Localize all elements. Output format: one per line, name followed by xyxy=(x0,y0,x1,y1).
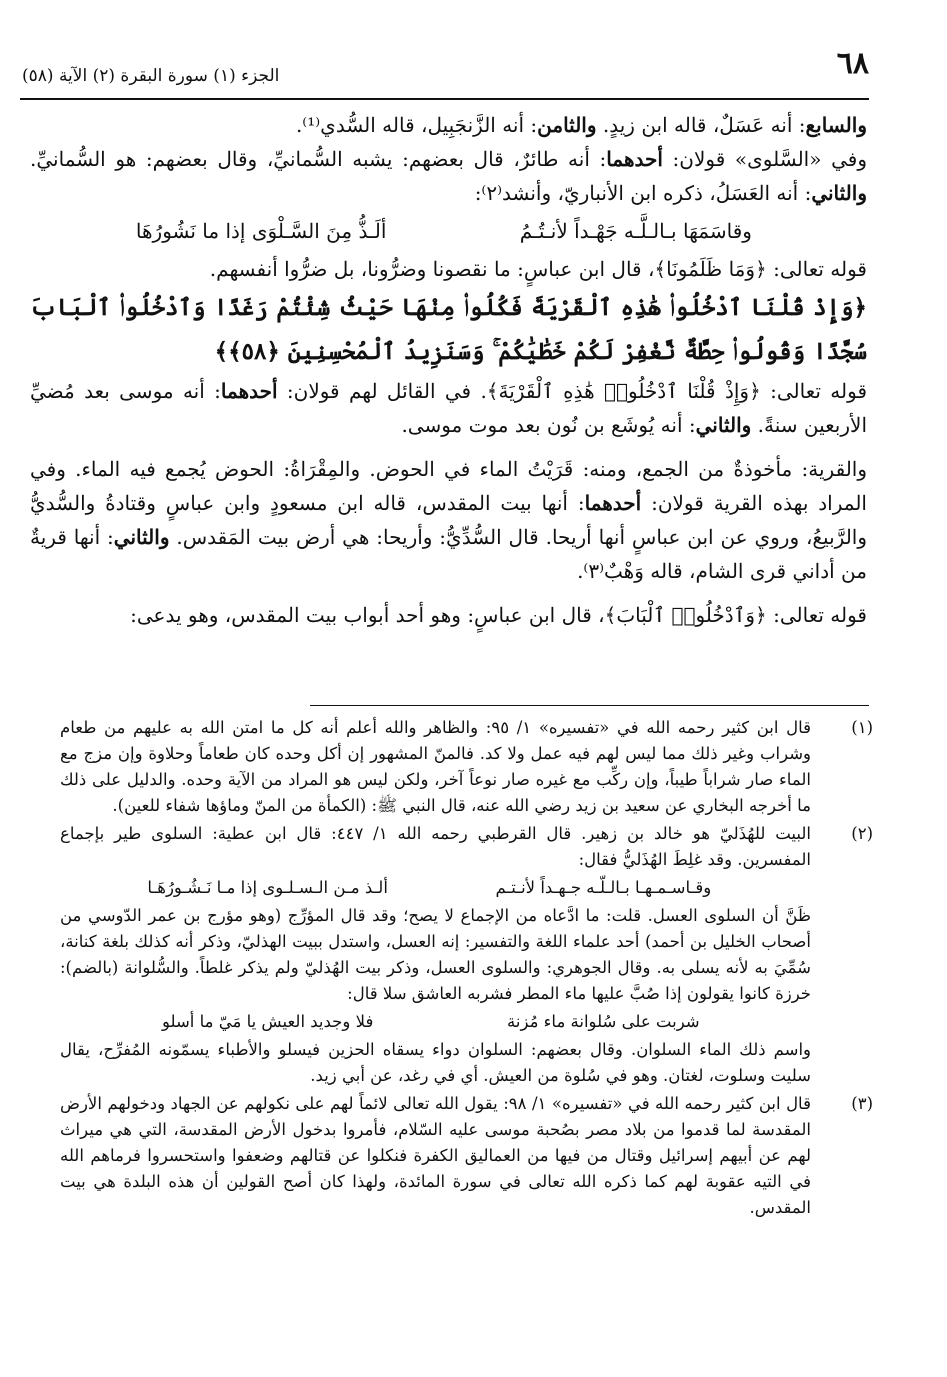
paragraph-text: : أنه عَسَلٌ، قاله ابن زيدٍ. xyxy=(602,113,806,137)
verse-hemistich: فلا وجديد العيش يا مَيّ ما أسلو xyxy=(161,1012,374,1031)
quran-verse: ﴿وَإِذْ قُلْنَا ٱدْخُلُوا۟ هَٰذِهِ ٱلْقَرْيَةَ فَكُلُوا۟ مِنْهَا حَيْثُ شِئْتُمْ رَغَدًا وَٱدْخُلُوا۟ ٱلْبَابَ سُجَّدًا وَقُولُوا۟ حِطَّةٌ نَّغْفِرْ لَكُمْ خَطَٰيَٰكُمْ ۚ وَسَنَزِيدُ ٱلْمُحْسِنِينَ ﴿٥٨﴾﴾ xyxy=(30,294,867,365)
paragraph xyxy=(30,374,867,442)
footnote-text: ظَنَّ أن السلوى العسل. قلت: ما ادَّعاه من الإجماع لا يصح؛ وقد قال المؤرِّج (وهو مؤرج بن عمر الدّوسي من أصحاب الخليل بن أحمد) أحد علماء اللغة والتفسير: إنه العسل، واستدل ببيت الهذليّ، وذكر أنه كذلك بلغة كنانة، سُمِّيَ به لأنه يسلى به. وقال الجوهري: والسلوى العسل، وذكر بيت الهُذليّ ولم يذكر غلطاً. والسُّلوانة (بالضم): خرزة كانوا يقولون إذا صُبَّ عليها ماء المطر فشربه العاشق سلا قال: xyxy=(60,906,811,1003)
bold-label: والثامن xyxy=(537,113,597,137)
footnote xyxy=(60,1091,873,1221)
poetry-verse xyxy=(30,210,867,252)
paragraph-text: : أنه طائرٌ، قال بعضهم: يشبه السُّمانيِّ، وقال بعضهم: هو السُّمانيِّ. xyxy=(30,147,607,171)
page-number: ٦٨ xyxy=(836,46,869,81)
paragraph-text: وفي «السَّلوى» قولان: xyxy=(672,147,867,171)
bold-label: والثاني xyxy=(811,181,867,205)
bold-label: والثاني xyxy=(113,525,170,549)
paragraph-text: : أنها قريةٌ من أداني قرى الشام، قاله وَهْبٌ⁽٣⁾. xyxy=(30,525,867,583)
bold-label: أحدهما xyxy=(220,379,278,403)
poetry-verse xyxy=(60,1007,811,1037)
footnotes xyxy=(60,715,873,1223)
footnote-number: (٣) xyxy=(851,1094,873,1113)
footnote-text: واسم ذلك الماء السلوان. وقال بعضهم: السلوان دواء يسقاه الحزين فيسلو والأطباء يسمّونه المُفرِّح، يقال سليت وسلوت، لغتان. وهو في سُلوة من العيش. أي في رغد، عن أبي زيد. xyxy=(60,1040,811,1085)
bold-label: والثاني xyxy=(695,413,752,437)
bold-label: أحدهما xyxy=(606,147,663,171)
verse-hemistich: وقـاسـمـهـا بـالـلّـه جـهـداً لأنـتـم xyxy=(495,878,712,897)
running-head: الجزء (١) سورة البقرة (٢) الآية (٥٨) xyxy=(22,66,280,86)
verse-hemistich: شربت على سُلوانة ماء مُزنة xyxy=(507,1012,700,1031)
paragraph-text: والقرية: مأخوذةٌ من الجمع، ومنه: قَرَيْتُ الماء في الحوض. والمِقْرَاةُ: الحوض يُجمع فيه الماء. وفي المراد بهذه القرية قولان: xyxy=(30,457,867,515)
footnote-number: (٢) xyxy=(851,824,873,843)
verse-hemistich: وقاسَمَهَا بـالـلَّـه جَهْـداً لأنـتُـمُ xyxy=(519,219,752,243)
footnote-text: البيت للهُذَليّ هو خالد بن زهير. قال القرطبي رحمه الله ١/ ٤٤٧: قال ابن عطية: السلوى طير بإجماع المفسرين. وقد غلِطَ الهُذَليُّ فقال: xyxy=(60,824,811,869)
paragraph xyxy=(30,452,867,588)
paragraph-text: : أنه العَسَلُ، ذكره ابن الأنباريّ، وأنشد⁽٢⁾: xyxy=(474,181,812,205)
paragraph-text: قوله تعالى: ﴿وَإِذْ قُلْنَا ٱدْخُلُوا۟ هَٰذِهِ ٱلْقَرْيَةَ﴾. في القائل لهم قولان: xyxy=(286,379,868,403)
paragraph-text: : أنه الزَّنجَبِيل، قاله السُّدي⁽¹⁾. xyxy=(295,113,538,137)
paragraph xyxy=(30,108,867,142)
paragraph: قوله تعالى: ﴿وَٱدْخُلُوا۟ ٱلْبَابَ﴾، قال ابن عباسٍ: وهو أحد أبواب بيت المقدس، وهو يدعى: xyxy=(130,603,867,627)
footnote-separator xyxy=(310,705,869,706)
main-text xyxy=(30,108,867,632)
paragraph: قوله تعالى: ﴿وَمَا ظَلَمُونَا﴾، قال ابن عباسٍ: ما نقصونا وضرُّونا، بل ضرُّوا أنفسهم. xyxy=(209,257,867,281)
footnote-text: قال ابن كثير رحمه الله في «تفسيره» ١/ ٩٨: يقول الله تعالى لائماً لهم على نكولهم عن الجهاد ودخولهم الأرض المقدسة لما قدموا من بلاد مصر بصُحبة موسى عليه السّلام، فأمروا بدخول الأرض المقدسة، التي هي ميراث لهم عن أبيهم إسرائيل وقتال من فيها من العماليق الكفرة فنكلوا عن قتالهم وضعفوا واستحسروا فرماهم الله في التيه عقوبة لهم كما ذكره الله تعالى في سورة المائدة، ولهذا كان أصح القولين أن هذه البلدة هي بيت المقدس. xyxy=(60,1094,811,1217)
bold-label: أحدهما xyxy=(584,491,642,515)
header-rule xyxy=(20,98,869,100)
paragraph-text: : أنه موسى بعد مُضيِّ الأربعين سنةً. xyxy=(30,379,867,437)
poetry-verse xyxy=(60,873,811,903)
paragraph xyxy=(30,142,867,210)
verse-hemistich: ألَـذُّ مِنَ السَّـلْوَى إذا ما نَشُورُهَا xyxy=(135,219,387,243)
footnote-text: قال ابن كثير رحمه الله في «تفسيره» ١/ ٩٥: والظاهر والله أعلم أنه كل ما امتن الله به عليهم من طعام وشراب وغير ذلك مما ليس لهم فيه عمل ولا كد. فالمنّ المشهور إن أكل وحده كان طعاماً وحلاوة وإن مزج مع الماء صار شراباً طيباً، وإن ركِّب مع غيره صار نوعاً آخر، ولكن ليس هو المراد من الآية وحده. والدليل على ذلك ما أخرجه البخاري عن سعيد بن زيد رضي الله عنه، قال النبي ﷺ: (الكمأة من المنّ وماؤها شفاء للعين). xyxy=(60,718,811,815)
footnote-number: (١) xyxy=(851,718,873,737)
paragraph-text: : أنها بيت المقدس، قاله ابن مسعودٍ وابن عباسٍ وقتادةُ والسُّديُّ والرَّبيعُ، وروي عن ابن عباسٍ أنها أريحا. قال السُّدِّيُّ: وأريحا: هي أرض بيت المَقدس. xyxy=(30,491,868,549)
footnote xyxy=(60,715,873,819)
verse-hemistich: ألـذ مـن الـسـلـوى إذا مـا نَـشُـورُهَـا xyxy=(147,878,388,897)
bold-label: والسابع xyxy=(805,113,867,137)
footnote xyxy=(60,821,873,1089)
paragraph-text: : أنه يُوشَع بن نُون بعد موت موسى. xyxy=(401,413,696,437)
